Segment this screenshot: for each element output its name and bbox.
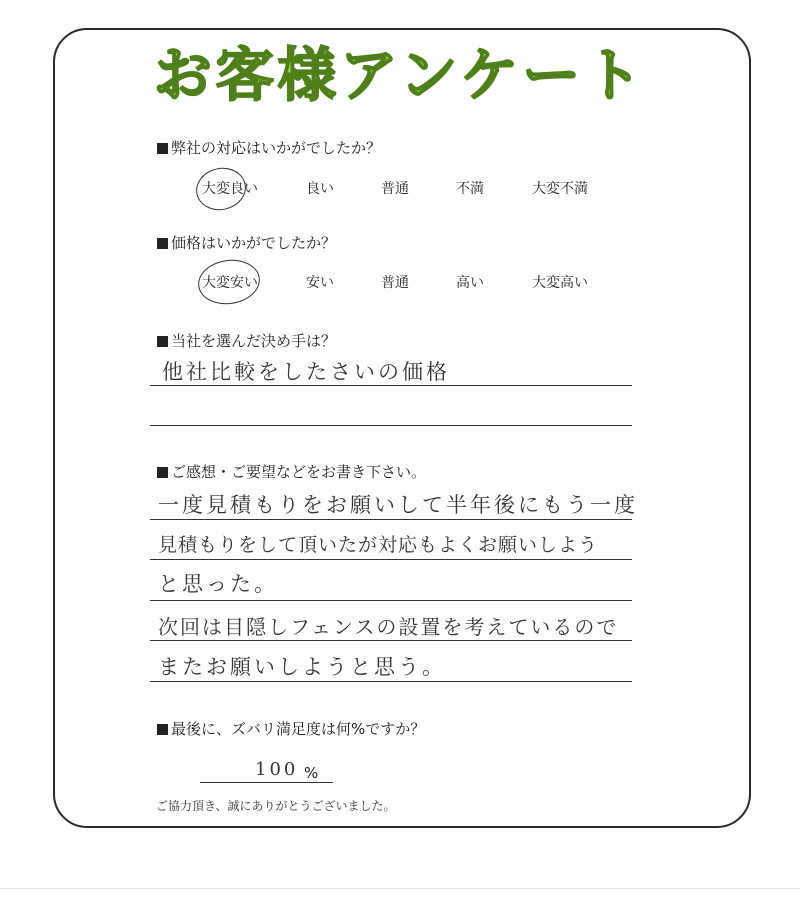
answer-line xyxy=(150,559,632,560)
square-bullet-icon xyxy=(157,724,168,735)
option-cheap[interactable]: 安い xyxy=(306,275,334,291)
answer-line xyxy=(150,385,632,386)
option-dissatisfied[interactable]: 不満 xyxy=(456,181,484,197)
question-comments xyxy=(157,463,426,481)
question-text: 最後に、ズバリ満足度は何%ですか？ xyxy=(171,720,426,738)
option-normal-price[interactable]: 普通 xyxy=(381,275,409,291)
question-decision xyxy=(157,332,336,350)
handwritten-comment-line: 一度見積もりをお願いして半年後にもう一度 xyxy=(158,493,638,517)
handwritten-answer: 他社比較をしたさいの価格 xyxy=(162,360,450,384)
option-very-good[interactable]: 大変良い xyxy=(202,181,258,197)
thank-you-note: ご協力頂き、誠にありがとうございました。 xyxy=(156,799,396,813)
handwritten-percent-value: 100 xyxy=(255,759,299,780)
handwritten-comment-line: またお願いしようと思う。 xyxy=(158,655,446,679)
percent-answer-line xyxy=(200,782,333,783)
square-bullet-icon xyxy=(157,143,168,154)
answer-line xyxy=(150,681,632,682)
percent-unit: % xyxy=(304,764,319,782)
answer-line xyxy=(150,425,632,426)
answer-line xyxy=(150,519,632,520)
question-text: 当社を選んだ決め手は？ xyxy=(171,332,337,350)
square-bullet-icon xyxy=(157,336,168,347)
question-text: ご感想・ご要望などをお書き下さい。 xyxy=(171,463,427,481)
answer-line xyxy=(150,600,632,601)
option-very-cheap[interactable]: 大変安い xyxy=(202,275,258,291)
handwritten-comment-line: 次回は目隠しフェンスの設置を考えているので xyxy=(158,615,619,639)
option-expensive[interactable]: 高い xyxy=(456,275,484,291)
option-very-expensive[interactable]: 大変高い xyxy=(532,275,588,291)
option-good[interactable]: 良い xyxy=(306,181,334,197)
square-bullet-icon xyxy=(157,467,168,478)
page-divider xyxy=(0,888,800,889)
question-text: 価格はいかがでしたか？ xyxy=(171,234,337,252)
handwritten-comment-line: 見積もりをして頂いたが対応もよくお願いしよう xyxy=(158,534,599,556)
option-very-dissatisfied[interactable]: 大変不満 xyxy=(532,181,588,197)
question-satisfaction-percent xyxy=(157,720,425,738)
question-text: 弊社の対応はいかがでしたか？ xyxy=(171,139,382,157)
answer-line xyxy=(150,640,632,641)
question-price xyxy=(157,234,336,252)
handwritten-comment-line: と思った。 xyxy=(158,572,278,596)
square-bullet-icon xyxy=(157,238,168,249)
question-satisfaction xyxy=(157,139,381,157)
survey-title: お客様アンケート xyxy=(153,41,647,109)
option-normal[interactable]: 普通 xyxy=(381,181,409,197)
